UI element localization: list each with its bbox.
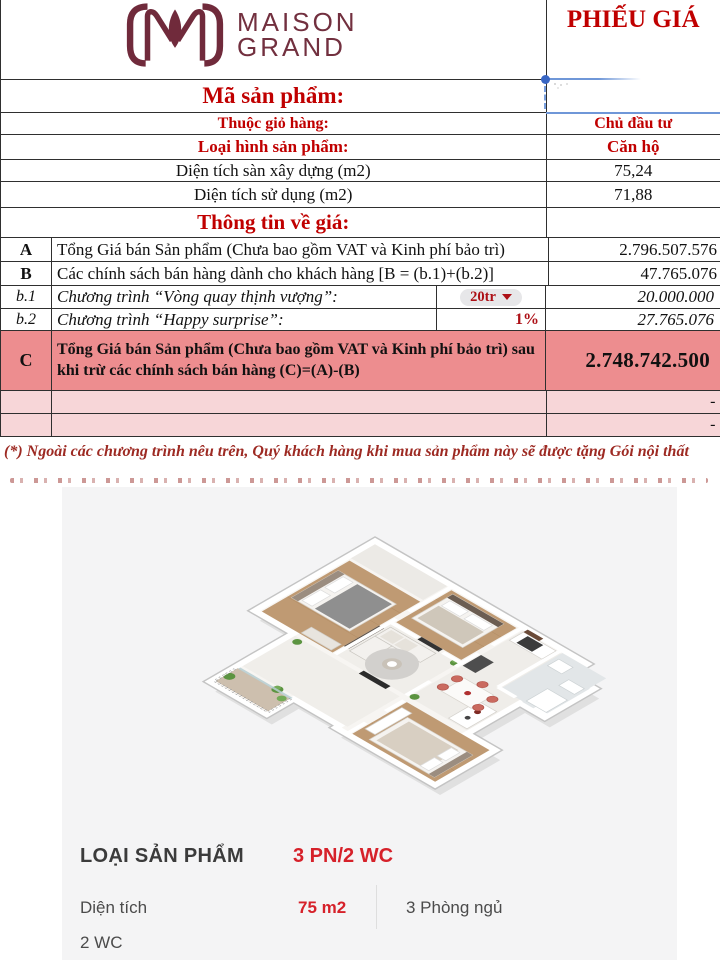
row-B-value: 47.765.076 (640, 263, 717, 283)
row-product-type (0, 135, 720, 160)
product-code-header: Mã sản phẩm: (1, 80, 547, 112)
row-B-id: B (1, 262, 52, 285)
product-type-row (80, 845, 244, 868)
maison-grand-logo-icon (119, 2, 231, 68)
price-header-empty-cell (547, 208, 720, 237)
row-usable-area (0, 182, 720, 208)
header-left-cell (1, 0, 547, 79)
product-code-value-cell (547, 80, 720, 112)
basket-label: Thuộc giỏ hàng: (1, 113, 547, 134)
row-A-value: 2.796.507.576 (619, 239, 717, 259)
empty-row-2-id (1, 414, 52, 436)
chevron-down-icon (502, 294, 512, 300)
row-C-id: C (1, 331, 52, 390)
row-C-desc: Tổng Giá bán Sản phẩm (Chưa bao gồm VAT và Kinh phí bảo trì) sau khi trừ các chính sách bán hàng (C)=(A)-(B) (52, 331, 546, 390)
row-b2-id: b.2 (1, 309, 52, 330)
built-area-label: Diện tích sàn xây dựng (m2) (1, 160, 547, 181)
row-A (0, 238, 720, 262)
empty-row-1-value: - (710, 393, 716, 410)
empty-row-2-mid (52, 414, 547, 436)
row-b1 (0, 286, 720, 309)
white-patch (548, 66, 720, 111)
empty-row-1-id (1, 391, 52, 413)
clipped-text-line (10, 478, 708, 483)
selection-bottom-border (546, 112, 720, 114)
product-type-value: Căn hộ (607, 137, 660, 156)
spec-divider (376, 885, 377, 929)
bedrooms-value: 3 Phòng ngủ (406, 898, 503, 917)
row-B (0, 262, 720, 286)
row-b2 (0, 309, 720, 331)
row-b2-desc: Chương trình “Happy surprise”: (57, 309, 284, 329)
empty-row-1-mid (52, 391, 547, 413)
row-C-total (0, 331, 720, 391)
area-value: 75 m2 (298, 898, 347, 917)
row-b1-id: b.1 (1, 286, 52, 308)
brand-line1: MAISON (237, 7, 358, 37)
redacted-cell-annotation (547, 80, 720, 112)
page-title: PHIẾU GIÁ (566, 6, 700, 33)
row-basket (0, 113, 720, 135)
product-type-label: Loại hình sản phẩm: (1, 135, 547, 159)
row-b1-value: 20.000.000 (637, 287, 714, 306)
type-label: LOẠI SẢN PHẨM (80, 845, 244, 867)
wc-value: 2 WC (80, 933, 123, 952)
row-C-value: 2.748.742.500 (585, 348, 710, 372)
empty-row-2-value: - (710, 416, 716, 433)
row-b1-desc: Chương trình “Vòng quay thịnh vượng”: (57, 287, 338, 306)
selection-top-border (546, 78, 641, 80)
product-card (62, 487, 677, 960)
empty-row-2 (0, 414, 720, 437)
usable-area-value: 71,88 (614, 184, 653, 204)
row-B-desc: Các chính sách bán hàng dành cho khách hàng [B = (b.1)+(b.2)] (52, 262, 549, 285)
selection-dashed-border (544, 86, 546, 109)
row-A-desc: Tổng Giá bán Sản phẩm (Chưa bao gồm VAT và Kinh phí bảo trì) (52, 238, 549, 261)
row-b2-value: 27.765.076 (637, 309, 714, 329)
price-section-title: Thông tin về giá: (1, 208, 547, 237)
built-area-value: 75,24 (614, 160, 653, 180)
brand-line2: GRAND (237, 32, 346, 62)
selection-handle-dot (541, 75, 550, 84)
basket-value: Chủ đầu tư (594, 114, 673, 132)
type-value: 3 PN/2 WC (293, 845, 394, 867)
row-product-code (0, 80, 720, 113)
area-label: Diện tích (80, 898, 148, 917)
footnote: (*) Ngoài các chương trình nêu trên, Quý khách hàng khi mua sản phẩm này sẽ được tặng Gói nội thất (4, 443, 689, 460)
empty-row-1 (0, 391, 720, 414)
brand-wordmark (237, 7, 358, 62)
row-b2-percent: 1% (436, 309, 546, 330)
row-built-area (0, 160, 720, 182)
row-price-header (0, 208, 720, 238)
row-A-id: A (1, 238, 52, 261)
row-b1-control-cell (436, 286, 546, 308)
program-dropdown[interactable] (460, 289, 522, 306)
dropdown-value: 20tr (470, 288, 496, 305)
usable-area-label: Diện tích sử dụng (m2) (1, 182, 547, 207)
artifact-specks (554, 83, 556, 85)
floorplan-3d-illustration (72, 493, 672, 838)
